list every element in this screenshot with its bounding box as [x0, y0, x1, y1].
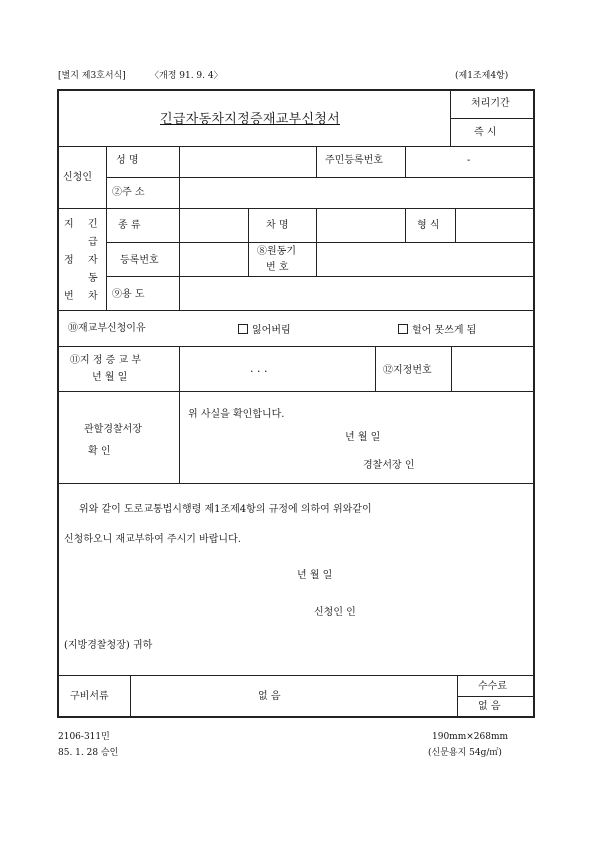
- car-name-label: 차 명: [266, 220, 289, 231]
- approval-date: 85. 1. 28 승인: [58, 748, 119, 758]
- reissue-option-lost-label: 잃어버림: [252, 325, 291, 336]
- issue-date-label-2: 년 월 일: [92, 372, 128, 383]
- form-title: 긴급자동차지정증재교부신청서: [160, 112, 341, 127]
- address-label: ②주 소: [112, 187, 145, 198]
- vehicle-group-col2-a: 긴: [88, 219, 98, 230]
- address-field[interactable]: [181, 179, 532, 207]
- police-confirm-date: 년 월 일: [345, 432, 381, 443]
- engine-number-field[interactable]: [318, 244, 532, 275]
- registration-number-label: 등록번호: [120, 255, 159, 266]
- vehicle-type-label: 종 류: [118, 220, 141, 231]
- processing-period-label: 처리기간: [471, 98, 510, 109]
- form-reference: [별지 제3호서식]: [58, 71, 126, 81]
- form-code: 2106-311민: [58, 732, 110, 742]
- vehicle-group-col1-b: 정: [64, 255, 74, 266]
- reissue-option-worn[interactable]: [398, 324, 476, 336]
- police-confirm-statement: 위 사실을 확인합니다.: [188, 409, 285, 420]
- vehicle-group-col1-a: 지: [64, 219, 74, 230]
- checkbox-worn[interactable]: [398, 324, 408, 334]
- required-documents-value: 없 음: [258, 691, 281, 702]
- paper-type: (신문용지 54g/㎡): [428, 748, 502, 758]
- reissue-reason-label: ⑩재교부신청이유: [68, 323, 146, 334]
- reissue-option-worn-label: 헐어 못쓰게 됨: [412, 325, 477, 336]
- resident-number-label: 주민등록번호: [325, 155, 383, 166]
- use-field[interactable]: [181, 278, 532, 309]
- police-chief-signature: 경찰서장 인: [363, 460, 415, 471]
- declaration-date: 년 월 일: [297, 570, 333, 581]
- fee-label: 수수료: [478, 681, 507, 692]
- checkbox-lost[interactable]: [238, 324, 248, 334]
- required-documents-label: 구비서류: [70, 691, 109, 702]
- engine-number-label-2: 번 호: [266, 262, 289, 273]
- name-field[interactable]: [181, 148, 314, 176]
- designation-number-field[interactable]: [453, 348, 532, 390]
- designation-number-label: ⑫지정번호: [383, 365, 432, 376]
- resident-number-separator: -: [467, 155, 471, 166]
- paper-size: 190mm×268mm: [432, 732, 509, 742]
- declaration-line-1: 위와 같이 도로교통법시행령 제1조제4항의 규정에 의하여 위와같이: [79, 504, 372, 515]
- police-confirm-label-2: 확 인: [88, 446, 111, 457]
- resident-number-field[interactable]: [407, 148, 532, 176]
- vehicle-group-col2-d: 동: [88, 273, 98, 284]
- applicant-group-label: 신청인: [63, 172, 92, 183]
- car-name-field[interactable]: [318, 210, 403, 241]
- engine-number-label: ⑧원동기: [257, 246, 296, 257]
- registration-number-field[interactable]: [181, 244, 246, 275]
- vehicle-group-col2-e: 차: [88, 291, 98, 302]
- processing-period-value: 즉 시: [474, 127, 497, 138]
- vehicle-group-col2-b: 급: [88, 237, 98, 248]
- model-field[interactable]: [457, 210, 532, 241]
- vehicle-group-col2-c: 자: [88, 255, 98, 266]
- amendment-date: 〈개정 91. 9. 4〉: [150, 71, 223, 81]
- reissue-option-lost[interactable]: [238, 324, 291, 336]
- use-label: ⑨용 도: [112, 289, 145, 300]
- fee-value: 없 음: [478, 701, 501, 712]
- vehicle-group-col1-c: 번: [64, 291, 74, 302]
- addressee: (지방경찰청장) 귀하: [64, 640, 153, 651]
- police-confirm-label: 관할경찰서장: [84, 424, 142, 435]
- issue-date-field[interactable]: · · ·: [250, 365, 268, 378]
- name-label: 성 명: [116, 155, 139, 166]
- applicant-signature: 신청인 인: [314, 607, 356, 618]
- vehicle-type-field[interactable]: [181, 210, 246, 241]
- model-label: 형 식: [417, 220, 440, 231]
- article-reference: (제1조제4항): [455, 71, 509, 81]
- declaration-line-2: 신청하오니 재교부하여 주시기 바랍니다.: [64, 534, 241, 545]
- issue-date-label: ⑪지 정 증 교 부: [70, 355, 142, 366]
